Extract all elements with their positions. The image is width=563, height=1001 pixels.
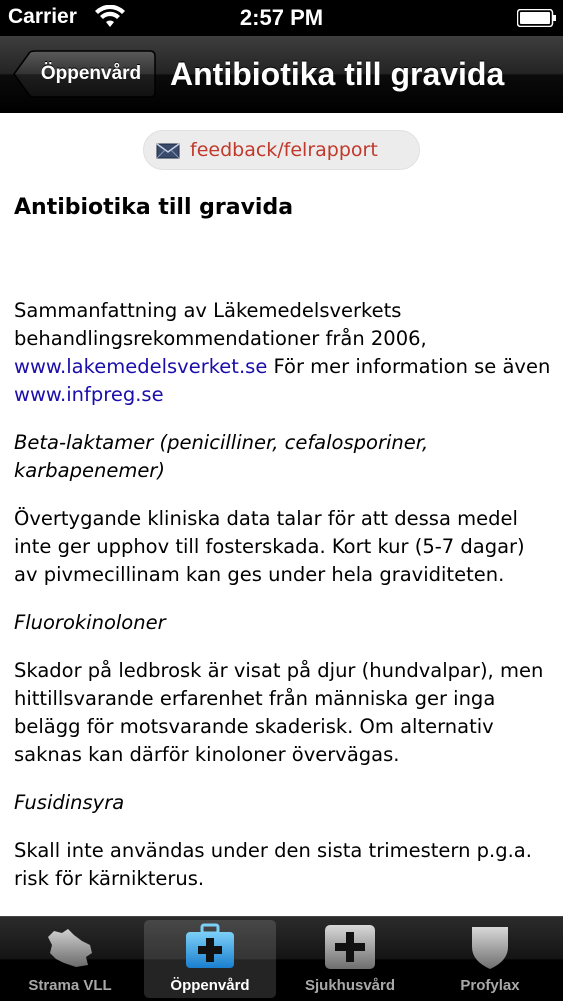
- section-body: Skall inte användas under den sista trimestern p.g.a. risk för kärnikterus.: [14, 839, 532, 890]
- intro-text: Sammanfattning av Läkemedelsverkets behandlingsrekommendationer från 2006,: [14, 299, 427, 350]
- tab-profylax[interactable]: [420, 917, 560, 1001]
- intro-paragraph: [14, 297, 554, 409]
- intro-mid-text: För mer information se även: [267, 355, 551, 378]
- map-icon: [42, 923, 98, 971]
- article: [14, 193, 554, 893]
- section-heading: Beta-laktamer (penicilliner, cefalosporiner, karbapenemer): [14, 431, 429, 482]
- medical-kit-icon: [182, 923, 238, 971]
- status-time: 2:57 PM: [239, 5, 324, 30]
- section-body: Övertygande kliniska data talar för att dessa medel inte ger upphov till fosterskada. Kort kur (5-7 dagar) av pivmecillinam kan ges under hela graviditeten.: [14, 507, 525, 586]
- infpreg-link[interactable]: www.infpreg.se: [14, 383, 164, 406]
- tab-oppenvard[interactable]: [140, 917, 280, 1001]
- feedback-link[interactable]: feedback/felrapport: [190, 139, 378, 161]
- back-button[interactable]: [12, 50, 156, 98]
- back-button-label: Öppenvård: [40, 63, 142, 84]
- envelope-icon: [156, 143, 180, 163]
- page-title: Antibiotika till gravida: [170, 56, 505, 92]
- section-body: Skador på ledbrosk är visat på djur (hundvalpar), men hittillsvarande erfarenhet från människa ger inga belägg för motsvarande skaderisk. Om alternativ saknas kan därför kinoloner övervägas.: [14, 659, 544, 766]
- tab-label: Profylax: [460, 977, 520, 994]
- hospital-cross-icon: [322, 923, 378, 971]
- battery-icon: [517, 9, 555, 27]
- carrier-label: Carrier: [8, 5, 77, 28]
- shield-icon: [462, 923, 518, 971]
- lakemedelsverket-link[interactable]: www.lakemedelsverket.se: [14, 355, 268, 378]
- content-area[interactable]: [0, 113, 563, 916]
- feedback-button[interactable]: [143, 130, 420, 170]
- tab-bar: [0, 916, 563, 1001]
- tab-label: Strama VLL: [28, 977, 112, 994]
- article-heading: Antibiotika till gravida: [14, 195, 294, 220]
- tab-label: Öppenvård: [170, 977, 250, 994]
- tab-sjukhusvard[interactable]: [280, 917, 420, 1001]
- section-heading: Fluorokinoloner: [14, 611, 166, 634]
- status-bar: [0, 0, 563, 36]
- navigation-bar: [0, 36, 563, 113]
- tab-strama-vll[interactable]: [0, 917, 140, 1001]
- tab-label: Sjukhusvård: [304, 977, 396, 994]
- section-heading: Fusidinsyra: [14, 791, 125, 814]
